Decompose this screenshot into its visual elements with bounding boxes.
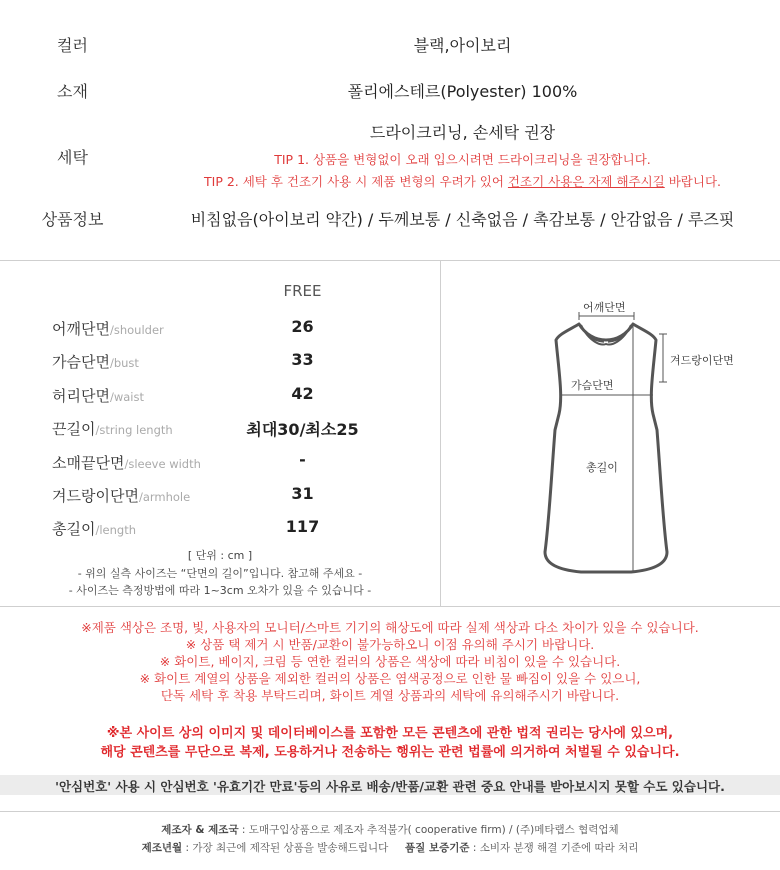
size-value-waist: 42	[291, 384, 314, 403]
wash-label: 세탁	[57, 148, 88, 167]
size-label-shoulder: 어깨단면/shoulder	[52, 320, 164, 338]
size-label-sleeve: 소매끝단면/sleeve width	[52, 454, 201, 472]
size-label-length: 총길이/length	[52, 520, 137, 538]
product-info-value: 비침없음(아이보리 약간) / 두께보통 / 신축없음 / 촉감보통 / 안감없음 / 루즈핏	[190, 210, 735, 229]
size-value-string: 최대30/최소25	[246, 420, 359, 439]
diagram-label-length: 총길이	[586, 461, 618, 474]
size-label-armhole: 겨드랑이단면/armhole	[52, 487, 191, 505]
warning-1: ※제품 색상은 조명, 빛, 사용자의 모니터/스마트 기기의 해상도에 따라 실제 색상과 다소 차이가 있을 수 있습니다.	[81, 620, 699, 635]
copyright-warning-1: ※본 사이트 상의 이미지 및 데이터베이스를 포함한 모든 콘텐츠에 관한 법적 권리는 당사에 있으며,	[106, 726, 674, 741]
size-label-waist: 허리단면/waist	[52, 387, 144, 405]
divider	[0, 606, 780, 607]
size-value-sleeve: -	[299, 450, 306, 469]
notice-text: '안심번호' 사용 시 안심번호 '유효기간 만료'등의 사유로 배송/반품/교환 관련 중요 안내를 받아보시지 못할 수도 있습니다.	[55, 779, 725, 794]
size-value-bust: 33	[291, 350, 314, 369]
size-value-shoulder: 26	[291, 317, 314, 336]
wash-value: 드라이크리닝, 손세탁 권장	[369, 123, 556, 142]
color-value: 블랙,아이보리	[413, 36, 512, 55]
product-info-label: 상품정보	[41, 210, 104, 229]
copyright-warning-2: 해당 콘텐츠를 무단으로 복제, 도용하거나 전송하는 행위는 관련 법률에 의거하여 처벌될 수 있습니다.	[100, 745, 680, 760]
divider	[0, 811, 780, 812]
size-value-length: 117	[285, 517, 320, 536]
material-label: 소재	[57, 82, 88, 101]
diagram-label-armhole: 겨드랑이단면	[670, 354, 734, 367]
warning-3: ※ 화이트, 베이지, 크림 등 연한 컬러의 상품은 색상에 따라 비침이 있을 수 있습니다.	[159, 654, 621, 669]
warning-2: ※ 상품 택 제거 시 반품/교환이 불가능하오니 이점 유의해 주시기 바랍니다.	[185, 637, 595, 652]
wash-tip-1: TIP 1. 상품을 변형없이 오래 입으시려면 드라이크리닝을 권장합니다.	[274, 152, 651, 167]
footer-date-warranty: 제조년월 : 가장 최근에 제작된 상품을 발송해드립니다 품질 보증기준 : 소비자 분쟁 해결 기준에 따라 처리	[141, 842, 639, 854]
size-label-string: 끈길이/string length	[52, 420, 173, 438]
warning-5: 단독 세탁 후 착용 부탁드리며, 화이트 계열 상품과의 세탁에 유의해주시기 바랍니다.	[160, 688, 620, 703]
size-note-1: - 위의 실측 사이즈는 “단면의 길이”입니다. 참고해 주세요 -	[77, 567, 363, 580]
dress-outline	[545, 324, 667, 572]
size-unit: [ 단위 : cm ]	[187, 549, 253, 562]
divider	[0, 260, 780, 261]
color-label: 컬러	[57, 36, 88, 55]
size-note-2: - 사이즈는 측정방법에 따라 1~3cm 오차가 있을 수 있습니다 -	[68, 584, 372, 597]
size-column-header: FREE	[283, 282, 322, 300]
size-value-armhole: 31	[291, 484, 314, 503]
warning-4: ※ 화이트 계열의 상품을 제외한 컬러의 상품은 염색공정으로 인한 물 빠짐이 있을 수 있으니,	[139, 671, 641, 686]
diagram-label-shoulder: 어깨단면	[583, 301, 626, 314]
size-label-bust: 가슴단면/bust	[52, 353, 139, 371]
footer-maker: 제조자 & 제조국 : 도매구입상품으로 제조자 추적불가( cooperative firm) / (주)메타랩스 협력업체	[161, 824, 619, 836]
wash-tip-2: TIP 2. 세탁 후 건조기 사용 시 제품 변형의 우려가 있어 건조기 사용은 자제 해주시길 바랍니다.	[204, 174, 721, 189]
diagram-label-bust: 가슴단면	[571, 379, 614, 392]
material-value: 폴리에스테르(Polyester) 100%	[347, 82, 578, 101]
